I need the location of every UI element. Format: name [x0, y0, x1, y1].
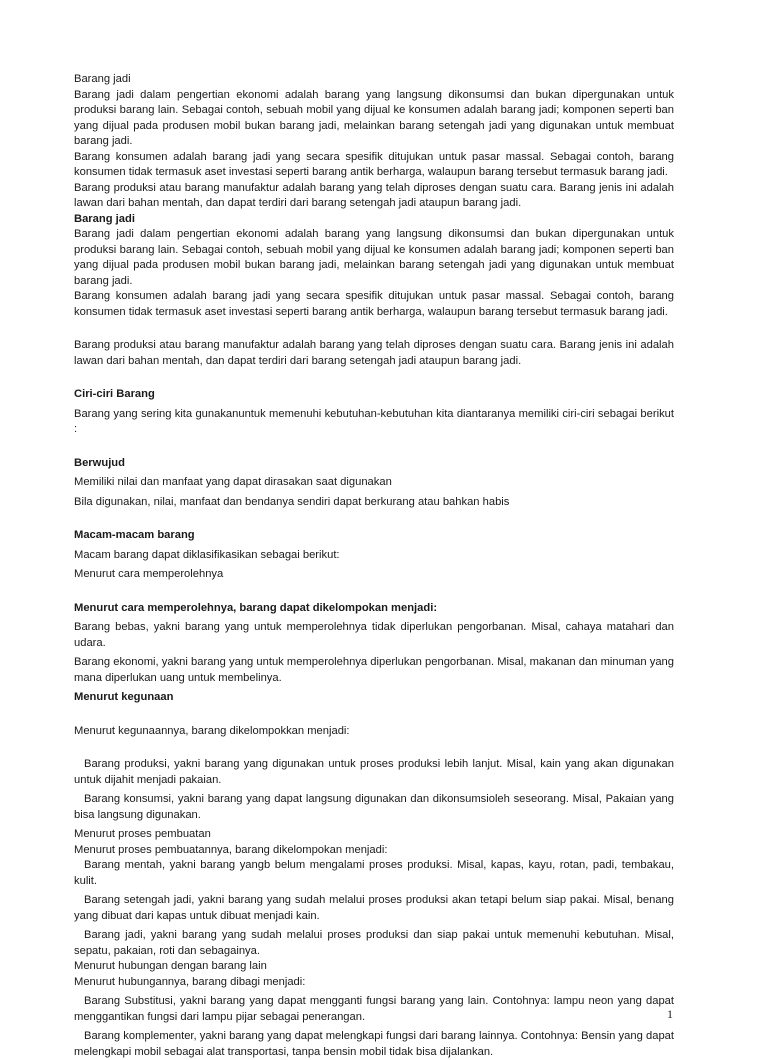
section-heading: Barang jadi: [74, 212, 135, 225]
subheading: Menurut proses pembuatan: [74, 828, 211, 840]
list-item: Barang jadi, yakni barang yang sudah melalui proses produksi dan siap pakai untuk memenuhi kebutuhan. Misal, sepatu, pakaian, roti dan sebagainya.: [74, 929, 674, 957]
page-number: 1: [667, 1007, 673, 1021]
paragraph: Menurut cara memperolehnya: [74, 568, 224, 580]
section-heading: Ciri-ciri Barang: [74, 388, 155, 400]
list-item: Barang konsumsi, yakni barang yang dapat langsung digunakan dan dikonsumsioleh seseorang. Misal, Pakaian yang bisa langsung digunakan.: [74, 793, 674, 821]
paragraph: Barang jadi dalam pengertian ekonomi adalah barang yang langsung dikonsumsi dan bukan dipergunakan untuk produksi barang lain. Sebagai contoh, sebuah mobil yang dijual ke konsumen adalah barang jadi; komponen seperti ban yang dijual pada produsen mobil bukan barang jadi, melainkan barang setengah jadi yang digunakan untuk membuat barang jadi.: [74, 88, 674, 147]
paragraph: Macam barang dapat diklasifikasikan sebagai berikut:: [74, 548, 340, 561]
section-heading: Menurut kegunaan: [74, 691, 174, 703]
paragraph: Menurut kegunaannya, barang dikelompokkan menjadi:: [74, 724, 350, 737]
paragraph: Memiliki nilai dan manfaat yang dapat dirasakan saat digunakan: [74, 476, 392, 488]
paragraph: Barang ekonomi, yakni barang yang untuk memperolehnya diperlukan pengorbanan. Misal, makanan dan minuman yang mana diperlukan uang untuk membelinya.: [74, 656, 674, 684]
paragraph: Barang konsumen adalah barang jadi yang secara spesifik ditujukan untuk pasar massal. Sebagai contoh, barang konsumen tidak termasuk aset investasi seperti barang antik berharga, walaupun barang tersebut termasuk barang jadi.: [74, 150, 674, 178]
section-heading: Menurut cara memperolehnya, barang dapat dikelompokan menjadi:: [74, 601, 438, 614]
list-item: Barang mentah, yakni barang yangb belum mengalami proses produksi. Misal, kapas, kayu, rotan, padi, tembakau, kulit.: [74, 859, 674, 887]
section-heading: Macam-macam barang: [74, 529, 195, 541]
list-item: Barang produksi, yakni barang yang digunakan untuk proses produksi lebih lanjut. Misal, kain yang akan digunakan untuk dijahit menjadi pakaian.: [74, 758, 674, 786]
paragraph: Barang produksi atau barang manufaktur adalah barang yang telah diproses dengan suatu cara. Barang jenis ini adalah lawan dari bahan mentah, dan dapat terdiri dari barang setengah jadi ataupun barang jadi.: [74, 339, 674, 367]
paragraph: Bila digunakan, nilai, manfaat dan bendanya sendiri dapat berkurang atau bahkan habis: [74, 495, 510, 508]
list-item: Barang Substitusi, yakni barang yang dapat mengganti fungsi barang yang lain. Contohnya: lampu neon yang dapat menggantikan fungsi dari lampu pijar sebagai penerangan.: [74, 995, 674, 1023]
paragraph: Menurut hubungannya, barang dibagi menjadi:: [74, 975, 306, 988]
subheading: Menurut hubungan dengan barang lain: [74, 960, 267, 972]
paragraph: Menurut proses pembuatannya, barang dikelompokan menjadi:: [74, 843, 388, 856]
paragraph: Barang yang sering kita gunakanuntuk memenuhi kebutuhan-kebutuhan kita diantaranya memiliki ciri-ciri sebagai berikut :: [74, 407, 674, 435]
list-item: Barang komplementer, yakni barang yang dapat melengkapi fungsi dari barang lainnya. Contohnya: Bensin yang dapat melengkapi mobil sebagai alat transportasi, tanpa bensin mobil tidak bisa dijalankan.: [74, 1030, 674, 1058]
paragraph: Barang bebas, yakni barang yang untuk memperolehnya tidak diperlukan pengorbanan. Misal, cahaya matahari dan udara.: [74, 621, 674, 649]
list-item: Barang setengah jadi, yakni barang yang sudah melalui proses produksi akan tetapi belum siap pakai. Misal, benang yang dibuat dari kapas untuk dibuat menjadi kain.: [74, 894, 674, 922]
paragraph: Barang produksi atau barang manufaktur adalah barang yang telah diproses dengan suatu cara. Barang jenis ini adalah lawan dari bahan mentah, dan dapat terdiri dari barang setengah jadi ataupun barang jadi.: [74, 181, 674, 209]
section-title: Barang jadi: [74, 73, 131, 85]
document-body: [74, 72, 674, 1060]
paragraph: Barang jadi dalam pengertian ekonomi adalah barang yang langsung dikonsumsi dan bukan dipergunakan untuk produksi barang lain. Sebagai contoh, sebuah mobil yang dijual ke konsumen adalah barang jadi; komponen seperti ban yang dijual pada produsen mobil bukan barang jadi, melainkan barang setengah jadi yang digunakan untuk membuat barang jadi.: [74, 228, 674, 287]
section-heading: Berwujud: [74, 456, 125, 469]
paragraph: Barang konsumen adalah barang jadi yang secara spesifik ditujukan untuk pasar massal. Sebagai contoh, barang konsumen tidak termasuk aset investasi seperti barang antik berharga, walaupun barang tersebut termasuk barang jadi.: [74, 290, 674, 318]
